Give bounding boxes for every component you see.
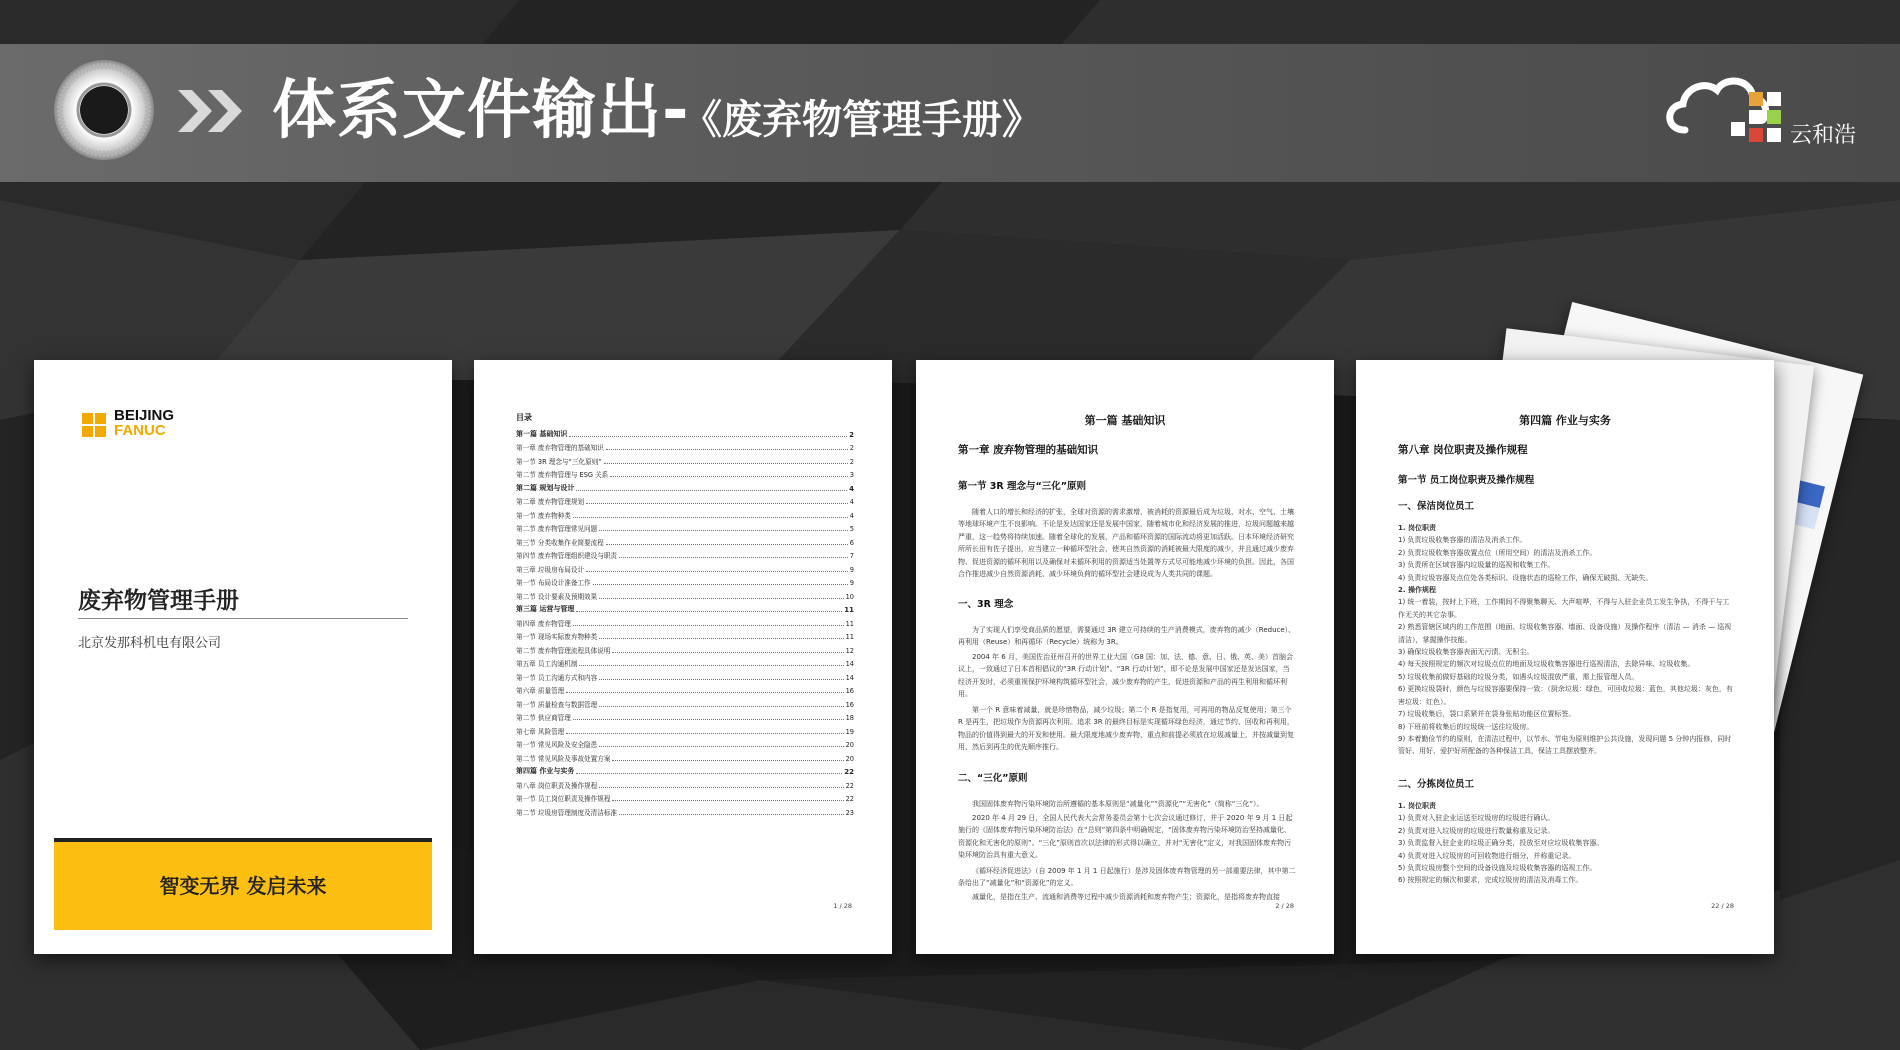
toc-entry[interactable] xyxy=(516,763,854,777)
list-item: 8) 下班前将收集后的垃圾统一送往垃圾房。 xyxy=(1398,722,1534,731)
toc-entry-page: 20 xyxy=(845,754,854,763)
toc-leader xyxy=(612,652,843,653)
list-item: 3) 确保垃圾收集容器表面无污渍、无积尘。 xyxy=(1398,648,1534,657)
toc-entry-page: 11 xyxy=(844,606,854,614)
toc-entry-title: 第三章 垃圾房布局设计 xyxy=(516,565,585,574)
toc-entry-page: 14 xyxy=(845,660,854,668)
toc-entry-title: 第二节 垃圾房管理制度及清洁标准 xyxy=(516,808,618,817)
toc-entry[interactable] xyxy=(516,466,854,480)
chapter-heading: 第八章 岗位职责及操作规程 xyxy=(1398,444,1528,456)
cover-slogan: 智变无界 发启未来 xyxy=(159,874,327,898)
chapter-heading: 第一章 废弃物管理的基础知识 xyxy=(958,444,1099,456)
cover-title: 废弃物管理手册 xyxy=(78,588,239,614)
toc-entry-page: 16 xyxy=(845,700,854,709)
toc-leader xyxy=(619,557,848,558)
toc-leader xyxy=(576,490,847,491)
toc-entry[interactable] xyxy=(516,736,854,750)
paragraph: 为了实现人们享受商品质的愿望，需要通过 3R 建立可持续的生产消费模式，废弃物的减少（Reduce）、再利用（Reuse）和再循环（Recycle）统称为 3R。 xyxy=(958,626,1296,647)
toc-entry-title: 第一节 3R 理念与“三化原则” xyxy=(516,457,602,466)
toc-entry-page: 7 xyxy=(849,552,854,560)
toc-leader xyxy=(606,544,848,545)
toc-entry-title: 第二章 废弃物管理规划 xyxy=(516,498,585,506)
fanuc-logo-icon xyxy=(82,408,118,444)
toc-entry-page: 22 xyxy=(844,768,854,776)
toc-entry[interactable] xyxy=(516,439,854,453)
toc-entry-title: 第二节 设计要素及预期效果 xyxy=(516,592,598,601)
toc-entry-page: 18 xyxy=(845,714,854,722)
toc-leader xyxy=(612,760,843,761)
toc-entry-title: 第三节 分类收集作业简要流程 xyxy=(516,538,604,547)
list-heading: 2. 操作规程 xyxy=(1398,586,1436,595)
toc-entry-page: 14 xyxy=(845,673,854,682)
list-item: 2) 熟悉管辖区域内的工作范围（地面、垃圾收集容器、墙面、设备设施）及操作程序（清洁 — 消杀 — 巡视清洁），掌握操作技能。 xyxy=(1398,623,1732,644)
content-page-operations xyxy=(1356,360,1774,954)
toc-entry[interactable] xyxy=(516,722,854,736)
toc-entry-title: 第二节 废弃物管理流程具体说明 xyxy=(516,646,611,655)
page-title: 体系文件输出- xyxy=(272,74,690,148)
logo-line1: BEIJING xyxy=(114,407,175,424)
list-item: 4) 负责垃圾容器及点位处各类标识、设施状态的巡检工作，确保无破损、无缺失。 xyxy=(1398,573,1653,582)
toc-entry-page: 2 xyxy=(849,457,854,466)
toc-leader xyxy=(599,706,843,707)
list-item: 2) 负责垃圾收集容器放置点位（所用空间）的清洁及消杀工作。 xyxy=(1398,548,1597,557)
toc-entry-page: 3 xyxy=(849,471,854,479)
toc-entry-page: 9 xyxy=(849,579,854,587)
toc-entry-page: 2 xyxy=(849,444,854,452)
paragraph: 2004 年 6 月，美国佐治亚州召开的世界工业大国（G8 国：加、法、德、意、日、俄、英、美）首脑会议上，一致通过了日本首相倡议的“3R 行动计划”。“3R 行动计划”，即不论是发展中国家还是发达国家，当经济开发时，必须重视保护环境构筑循环型社会，减少废弃物的产生，促进资源和产品的再生利用和循环利用。 xyxy=(958,653,1294,699)
toc-entry-page: 22 xyxy=(845,781,854,790)
toc-entry[interactable] xyxy=(516,790,854,804)
toc-leader xyxy=(599,679,843,680)
toc-entry[interactable] xyxy=(516,641,854,655)
divider xyxy=(78,618,408,619)
toc-entry-page: 12 xyxy=(845,646,854,655)
toc-leader xyxy=(579,665,843,666)
page-subtitle: 《废弃物管理手册》 xyxy=(682,97,1042,143)
toc-entry[interactable] xyxy=(516,560,854,574)
toc-entry-page: 9 xyxy=(849,565,854,574)
toc-entry-title: 第一节 员工沟通方式和内容 xyxy=(516,673,598,682)
toc-entry-page: 11 xyxy=(845,633,854,641)
toc-entry-page: 4 xyxy=(849,484,854,493)
toc-entry-title: 第二节 供应商管理 xyxy=(516,714,571,722)
page-number: 2 / 28 xyxy=(1275,902,1294,910)
toc-entry-title: 第一节 质量检查与数据管理 xyxy=(516,700,598,709)
list-item: 2) 负责对进入垃圾房的垃圾进行数量称重及记录。 xyxy=(1398,826,1555,835)
toc-entry-title: 第三篇 运营与管理 xyxy=(516,605,575,613)
section-heading: 第一节 3R 理念与“三化”原则 xyxy=(958,481,1087,492)
toc-leader xyxy=(576,611,842,612)
toc-entry-page: 16 xyxy=(845,687,854,695)
list-heading: 1. 岗位职责 xyxy=(1398,802,1436,810)
toc-entry[interactable] xyxy=(516,749,854,763)
toc-entry-title: 第一节 废弃物种类 xyxy=(516,511,571,520)
toc-entry[interactable] xyxy=(516,695,854,709)
toc-entry[interactable] xyxy=(516,709,854,723)
toc-entry[interactable] xyxy=(516,803,854,817)
toc-entry-title: 第二篇 规划与设计 xyxy=(516,483,575,492)
list-item: 1) 负责垃圾收集容器的清洁及消杀工作。 xyxy=(1398,536,1527,545)
toc-page xyxy=(474,360,892,954)
toc-entry[interactable] xyxy=(516,628,854,642)
list-item: 4) 每天按照规定的频次对垃圾点位的地面及垃圾收集容器进行巡视清洁，去除异味、垃圾收集。 xyxy=(1398,660,1695,669)
paragraph: 减量化，是指在生产、流通和消费等过程中减少资源消耗和废弃物产生；资源化，是指将废弃物直接 xyxy=(972,893,1280,901)
toc-entry-page: 2 xyxy=(849,430,854,439)
section-heading: 第一节 员工岗位职责及操作规程 xyxy=(1398,475,1535,486)
toc-leader xyxy=(610,476,848,477)
toc-leader xyxy=(599,787,843,788)
toc-leader xyxy=(573,517,848,518)
toc-entry[interactable] xyxy=(516,601,854,615)
toc-leader xyxy=(593,584,848,585)
company-logo xyxy=(114,408,174,438)
toc-entry-title: 第二节 废弃物管理与 ESG 关系 xyxy=(516,471,609,479)
list-item: 5) 负责垃圾房整个空间的设备设施及垃圾收集容器的巡视工作。 xyxy=(1398,864,1597,873)
brand-name: 云和浩 xyxy=(1790,123,1857,148)
duty-list xyxy=(1398,800,1736,887)
double-chevron-icon xyxy=(178,90,248,132)
toc-entry-title: 第二节 常见风险及事故处置方案 xyxy=(516,754,611,763)
toc-leader xyxy=(586,571,848,572)
toc-entry-page: 4 xyxy=(849,498,854,506)
toc-entry-page: 10 xyxy=(845,592,854,601)
toc-entry-title: 第四节 废弃物管理组织建设与职责 xyxy=(516,552,618,560)
toc-leader xyxy=(619,814,844,815)
cover-page xyxy=(34,360,452,954)
page-number: 1 / 28 xyxy=(833,902,852,910)
toc-entry-page: 6 xyxy=(849,538,854,547)
page-number: 22 / 28 xyxy=(1711,902,1734,910)
toc-leader xyxy=(569,436,847,437)
toc-leader xyxy=(606,449,848,450)
toc-entry[interactable] xyxy=(516,493,854,507)
toc-entry-title: 第一章 废弃物管理的基础知识 xyxy=(516,444,604,452)
list-item: 6) 按照规定的频次和要求，完成垃圾房的清洁及消毒工作。 xyxy=(1398,876,1583,885)
list-item: 1) 负责对入驻企业运送至垃圾房的垃圾进行确认。 xyxy=(1398,814,1555,823)
ring-logo-icon xyxy=(52,58,156,162)
toc-entry[interactable] xyxy=(516,520,854,534)
part-heading: 第四篇 作业与实务 xyxy=(1519,414,1611,427)
subsection-heading: 二、“三化”原则 xyxy=(958,773,1028,784)
toc-entry-title: 第五章 员工沟通机制 xyxy=(516,660,578,668)
toc-entry[interactable] xyxy=(516,587,854,601)
part-heading: 第一篇 基础知识 xyxy=(1084,414,1166,427)
toc-entry-page: 22 xyxy=(845,795,854,803)
cover-company: 北京发那科机电有限公司 xyxy=(78,636,222,651)
paragraph: 《循环经济促进法》（自 2009 年 1 月 1 日起施行）是涉及固体废弃物管理的另一部重要法律，其中第二条给出了“减量化”和“资源化”的定义。 xyxy=(958,867,1296,888)
toc-leader xyxy=(612,800,843,801)
paragraph: 2020 年 4 月 29 日，全国人民代表大会常务委员会第十七次会议通过修订，并于 2020 年 9 月 1 日起施行的《固体废弃物污染环境防治法》在“总则”第四条中明确规定，“固体废弃物污染环境防治坚持减量化、资源化和无害化的原则”。“三化”原则首次以法律的形式得以确立，并对“无害化”定义，对我国固体废弃物污染环境防治具有重大意义。 xyxy=(958,814,1293,860)
toc-entry-title: 第六章 质量管理 xyxy=(516,687,565,695)
toc-entry-page: 4 xyxy=(849,511,854,520)
toc-leader xyxy=(599,746,843,747)
duty-list xyxy=(1398,522,1736,758)
toc-entry[interactable] xyxy=(516,682,854,696)
logo-line2: FANUC xyxy=(114,422,166,439)
paragraph: 我国固体废弃物污染环境防治所遵循的基本原则是“减量化”“资源化”“无害化”（简称“三化”）。 xyxy=(972,800,1264,808)
toc-entry[interactable] xyxy=(516,506,854,520)
toc-entry-title: 第一节 常见风险及安全隐患 xyxy=(516,741,598,749)
toc-entry-title: 第七章 风险管理 xyxy=(516,727,565,736)
paragraph: 随着人口的增长和经济的扩张，全球对资源的需求激增，被消耗的资源最后成为垃圾、对水、空气、土壤等地球环境产生不良影响。不论是发达国家还是发展中国家，随着城市化和经济发展的推进，垃圾问题越来越严重，这一趋势将持续加速。随着全球化的发展，产品和循环资源的国际流动将更加活跃。日本环境经济研究所所长田有佐子提出，应当建立一种循环型社会，使其自然资源的消耗被最大限度的减少，并且通过减少废弃物、促进资源的循环利用以及确保对未循环利用的资源适当处置等方式尽可能地减少环境的负担。因此，各国合作推进减少自然资源消耗、减少环境负荷的循环型社会建设成为人类共同的课题。 xyxy=(958,508,1294,579)
toc-entry-page: 19 xyxy=(845,727,854,736)
list-item: 6) 更换垃圾袋时，颜色与垃圾容器要保持一致：（厨余垃圾：绿色，可回收垃圾：蓝色，其他垃圾：灰色，有害垃圾：红色）。 xyxy=(1398,685,1733,706)
list-item: 4) 负责对进入垃圾房的可回收物进行细分，并称重记录。 xyxy=(1398,851,1576,860)
toc-leader xyxy=(573,719,844,720)
toc-entry-title: 第一篇 基础知识 xyxy=(516,429,568,438)
toc-leader xyxy=(573,625,844,626)
toc-entry[interactable] xyxy=(516,452,854,466)
toc-leader xyxy=(604,463,848,464)
toc-leader xyxy=(599,638,843,639)
toc-leader xyxy=(576,773,842,774)
toc-list xyxy=(516,425,854,817)
toc-entry-title: 第一节 布局设计准备工作 xyxy=(516,579,591,587)
subsection-heading: 一、3R 理念 xyxy=(958,599,1014,610)
toc-entry[interactable] xyxy=(516,425,854,439)
toc-entry-page: 23 xyxy=(845,808,854,817)
toc-entry-page: 20 xyxy=(845,741,854,749)
toc-leader xyxy=(599,530,848,531)
list-item: 3) 负责所在区域容器内垃圾量的巡视和收集工作。 xyxy=(1398,561,1555,570)
toc-entry[interactable] xyxy=(516,479,854,493)
toc-entry-title: 第四章 废弃物管理 xyxy=(516,619,571,628)
list-item: 9) 本着勤俭节约的原则，在清洁过程中，以节水、节电为原则维护公共设施，发现问题 5 分钟内报修，同时管好、用好、爱护好所配备的各种保洁工具，保洁工具摆放整齐。 xyxy=(1398,734,1732,756)
toc-entry-page: 11 xyxy=(845,619,854,628)
toc-leader xyxy=(566,692,843,693)
list-heading: 1. 岗位职责 xyxy=(1398,524,1436,532)
toc-entry-title: 第一节 现场实际废弃物种类 xyxy=(516,633,598,641)
toc-entry[interactable] xyxy=(516,668,854,682)
list-item: 7) 垃圾收集后，袋口系紧并在袋身张贴功能区位置标签。 xyxy=(1398,710,1576,719)
toc-entry[interactable] xyxy=(516,574,854,588)
toc-entry[interactable] xyxy=(516,547,854,561)
toc-heading: 目录 xyxy=(516,413,532,422)
toc-entry-title: 第一节 员工岗位职责及操作规程 xyxy=(516,795,611,803)
list-item: 1) 统一着装，按时上下班，工作期间不得聚集聊天、大声喧哗，不得与入驻企业员工发生争执，不得干与工作无关的其它杂事。 xyxy=(1398,598,1730,619)
toc-leader xyxy=(599,598,843,599)
toc-entry[interactable] xyxy=(516,655,854,669)
subsection-heading: 二、分拣岗位员工 xyxy=(1398,779,1475,790)
toc-leader xyxy=(566,733,843,734)
toc-entry-title: 第四篇 作业与实务 xyxy=(516,767,575,775)
toc-entry[interactable] xyxy=(516,776,854,790)
toc-entry-page: 5 xyxy=(849,525,854,533)
content-page-basics xyxy=(916,360,1334,954)
subsection-heading: 一、保洁岗位员工 xyxy=(1398,501,1475,512)
list-item: 3) 负责监督入驻企业的垃圾正确分类，投放至对应垃圾收集容器。 xyxy=(1398,839,1604,848)
paragraph: 第一个 R 意味着减量，就是珍惜物品，减少垃圾；第二个 R 是指复用，可再用的物品反复使用；第三个 R 是再生，把垃圾作为资源再次利用。追求 3R 的最终目标是实现循环绿色经济，通过节约、回收和再利用，物品的价值得到最大的开发和使用。最大限度地减少废弃物，重点和前提必须放在垃圾减量上，并按减量到复用，然后到再生的优先顺序推行。 xyxy=(958,706,1294,752)
toc-entry[interactable] xyxy=(516,614,854,628)
list-item: 5) 垃圾收集前做好基础的垃圾分类，如遇头垃圾混放严重，需上报管理人员。 xyxy=(1398,672,1639,681)
toc-entry-title: 第八章 岗位职责及操作规程 xyxy=(516,781,598,790)
toc-leader xyxy=(586,503,848,504)
toc-entry[interactable] xyxy=(516,533,854,547)
toc-entry-title: 第二节 废弃物管理常见问题 xyxy=(516,525,598,533)
